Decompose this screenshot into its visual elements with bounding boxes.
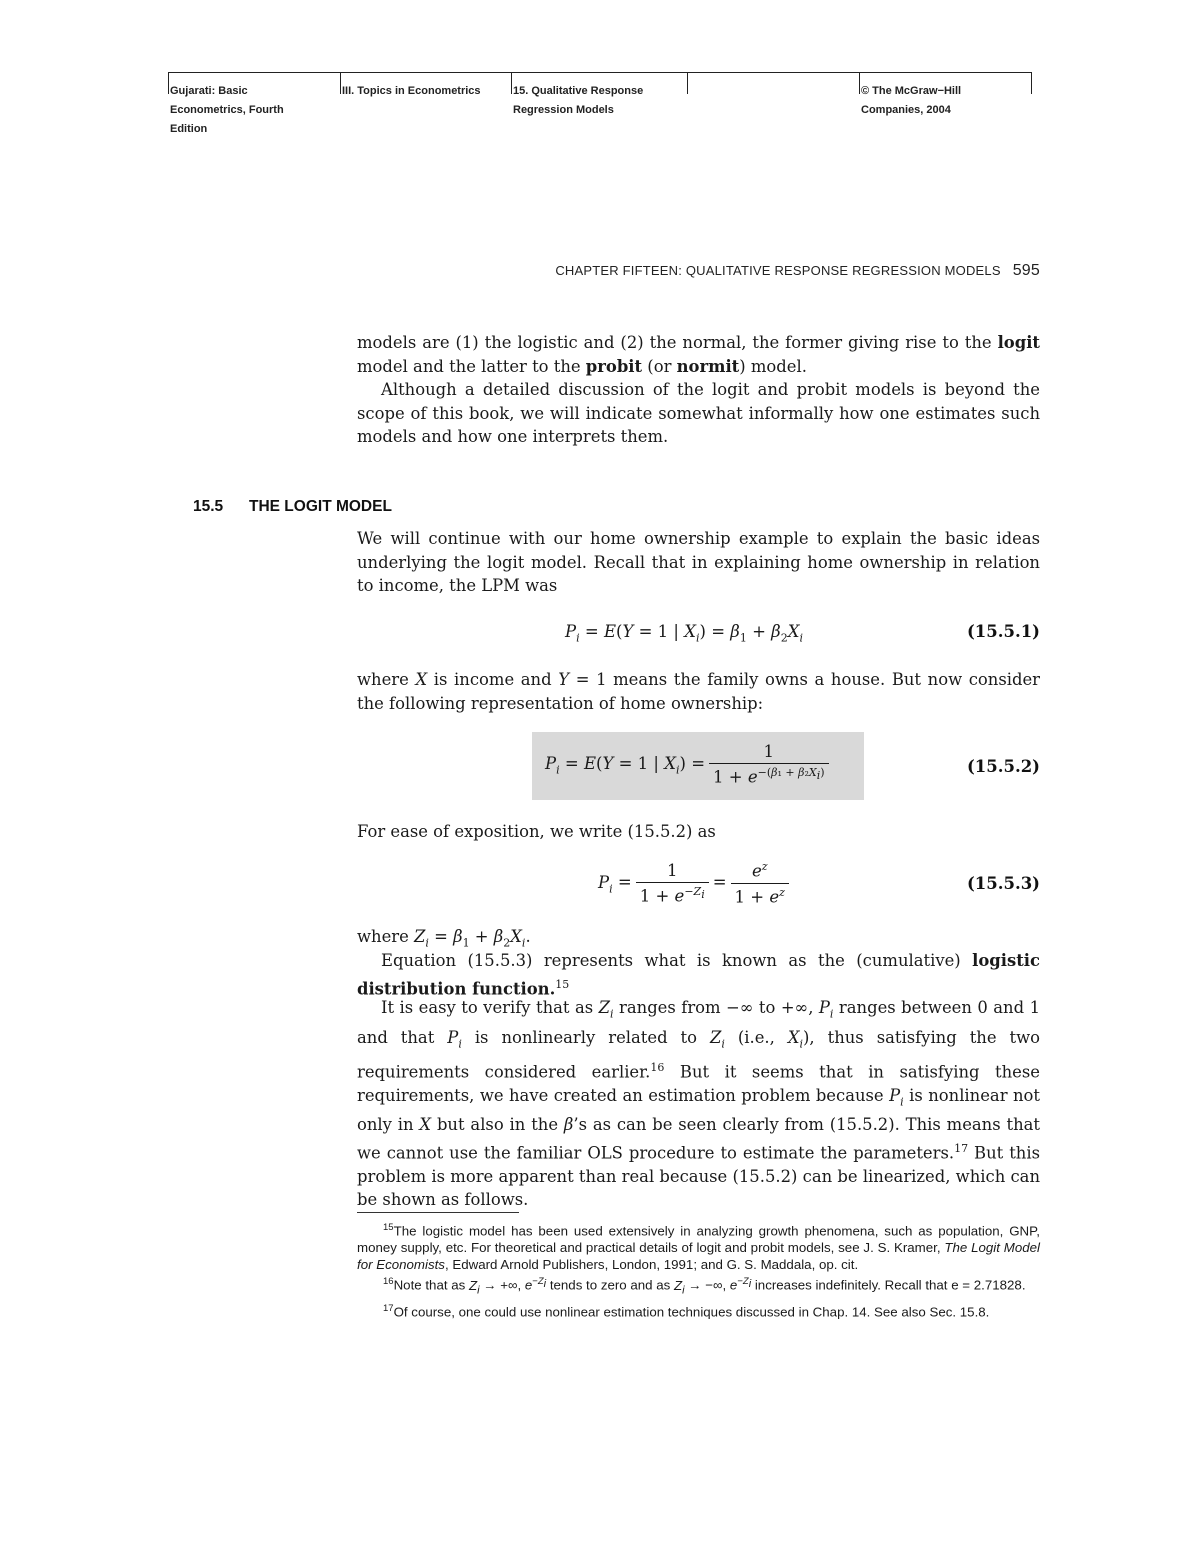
equation-number: (15.5.3): [966, 874, 1040, 893]
paragraph-2: Although a detailed discussion of the logit and probit models is beyond the scope of this book, we will indicate somewhat informally how one estimates such models and how one interprets them.: [357, 380, 1040, 446]
cited-book-title: The Logit Model for Economists: [357, 1240, 1040, 1273]
equation-15-5-3: $P_i$ = $\frac{1}{1 + e^{-Z_i}}$ = $\frac{e^z}{1 + e^z}$: [598, 860, 793, 906]
paragraph-3: We will continue with our home ownership example to explain the basic ideas underlying the logit model. Recall that in explaining home ownership in relation to income, the LPM was: [357, 529, 1040, 595]
section-title: THE LOGIT MODEL: [249, 498, 392, 515]
footnote-rule: [357, 1212, 519, 1213]
equation-number: (15.5.2): [966, 757, 1040, 776]
equation-number: (15.5.1): [966, 622, 1040, 641]
paragraph-6: where $Z_i = \beta_1 + \beta_2X_i$.: [357, 927, 531, 950]
chapter-running-head: [555, 262, 1040, 280]
equation-15-5-1: $P_i = E(Y = 1$ | $X_i) = \beta_1 + \beta_2X_i$: [565, 622, 803, 645]
term-logit: logit: [997, 333, 1040, 352]
footnote-15: $^{15}$The logistic model has been used extensively in analyzing growth phenomena, such as population, GNP, money supply, etc. For theoretical and practical details of logit and probit models, see J. S. Kramer, The Logit Model for Economists, Edward Arnold Publishers, London, 1991; and G. S. Maddala, op. cit.: [357, 1222, 1040, 1273]
header-empty-cell: [687, 72, 857, 134]
header-book-title: Gujarati: Basic Econometrics, Fourth Edition: [170, 85, 284, 135]
paragraph-7: Equation (15.5.3) represents what is known as the (cumulative) logistic distribution function.$^{15}$: [357, 951, 1040, 998]
section-heading: [193, 498, 392, 516]
running-header-table: [168, 72, 1032, 142]
header-divider: [1031, 72, 1032, 94]
term-probit: probit: [585, 356, 643, 376]
paragraph-8: It is easy to verify that as $Z_i$ ranges from −∞ to +∞, $P_i$ ranges between 0 and 1 and that $P_i$ is nonlinearly related to $Z_i$ (i.e., $X_i$), thus satisfying the two requirements considered earlier.$^{16}$ But it seems that in satisfying these requirements, we have created an estimation problem because $P_i$ is nonlinear not only in X but also in the β’s as can be seen clearly from (15.5.2). This means that we cannot use the familiar OLS procedure to estimate the parameters.$^{17}$ But this problem is more apparent than real because (15.5.2) can be linearized, which can be shown as follows.: [357, 998, 1041, 1210]
footnote-ref: 17: [954, 1141, 969, 1155]
footnote-17: $^{17}$Of course, one could use nonlinear estimation techniques discussed in Chap. 14. See also Sec. 15.8.: [383, 1302, 990, 1319]
chapter-title: CHAPTER FIFTEEN: QUALITATIVE RESPONSE REGRESSION MODELS: [555, 263, 1001, 278]
footnote-16: $^{16}$Note that as $Z_i$ → +∞, $e^{-Z_i}$ tends to zero and as $Z_i$ → −∞, $e^{-Z_i}$ increases indefinitely. Recall that e = 2.71828.: [383, 1276, 1026, 1297]
paragraph-4: where X is income and Y = 1 means the family owns a house. But now consider the following representation of home ownership:: [357, 670, 1041, 713]
equation-15-5-2: $P_i = E(Y = 1$ | $X_i$) = $\frac{1}{1 + e^{-(\beta_1 + \beta_2X_i)}}$: [545, 742, 833, 787]
footnotes: [357, 1219, 1040, 1320]
term-normit: normit: [676, 356, 740, 376]
header-copyright: © The McGraw−Hill Companies, 2004: [861, 85, 962, 116]
header-part: III. Topics in Econometrics: [342, 85, 481, 97]
paragraph-1: models are (1) the logistic and (2) the normal, the former giving rise to the logit model and the latter to the probit (or normit) model.: [357, 333, 1040, 376]
footnote-ref: 15: [555, 977, 570, 991]
paragraph-5: For ease of exposition, we write (15.5.2) as: [357, 822, 716, 841]
term-logistic-distribution-function: logistic distribution function.: [357, 951, 1040, 998]
section-number: 15.5: [193, 498, 224, 515]
header-chapter: 15. Qualitative Response Regression Models: [513, 85, 644, 116]
footnote-ref: 16: [650, 1060, 665, 1074]
page-number: 595: [1012, 262, 1040, 279]
